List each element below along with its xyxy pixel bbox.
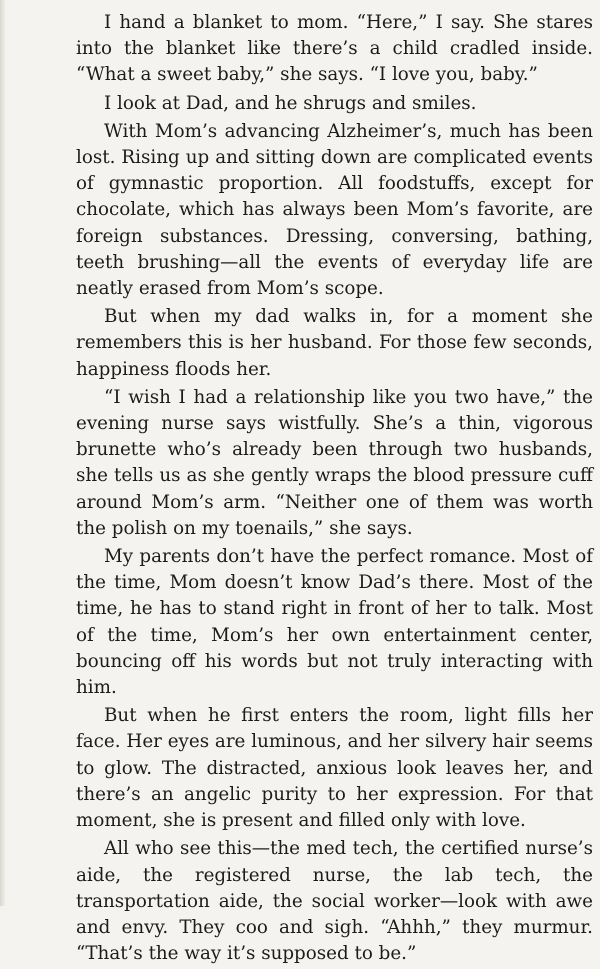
page-edge	[0, 0, 6, 906]
paragraph: “I wish I had a relationship like you two have,” the evening nurse says wistfully. She’s a thin, vigorous brunette who’s already been through two husbands, she tells us as she gently wraps the blood pressure cuff around Mom’s arm. “Neither one of them was worth the polish on my toenails,” she says.	[76, 386, 593, 539]
paragraph: But when my dad walks in, for a moment she remembers this is her husband. For those few seconds, happiness floods her.	[76, 306, 593, 380]
paragraph: I look at Dad, and he shrugs and smiles.	[104, 92, 477, 114]
paragraph: With Mom’s advancing Alzheimer’s, much has been lost. Rising up and sitting down are complicated events of gymnastic proportion. All foodstuffs, except for chocolate, which has always been Mom’s favorite, are foreign substances. Dressing, conversing, bathing, teeth brushing—all the events of everyday life are neatly erased from Mom’s scope.	[76, 120, 593, 300]
paragraph: All who see this—the med tech, the certified nurse’s aide, the registered nurse, the lab tech, the transportation aide, the social worker—look with awe and envy. They coo and sigh. “Ahhh,” they murmur. “That’s the way it’s supposed to be.”	[76, 838, 593, 965]
paragraph: But when he first enters the room, light fills her face. Her eyes are luminous, and her silvery hair seems to glow. The distracted, anxious look leaves her, and there’s an angelic purity to her expression. For that moment, she is present and filled only with love.	[76, 705, 593, 832]
page-text	[76, 10, 593, 969]
paragraph: I hand a blanket to mom. “Here,” I say. She stares into the blanket like there’s a child cradled inside. “What a sweet baby,” she says. “I love you, baby.”	[76, 12, 593, 86]
paragraph: My parents don’t have the perfect romance. Most of the time, Mom doesn’t know Dad’s there. Most of the time, he has to stand right in front of her to talk. Most of the time, Mom’s her own entertainment center, bouncing off his words but not truly interacting with him.	[76, 546, 593, 699]
